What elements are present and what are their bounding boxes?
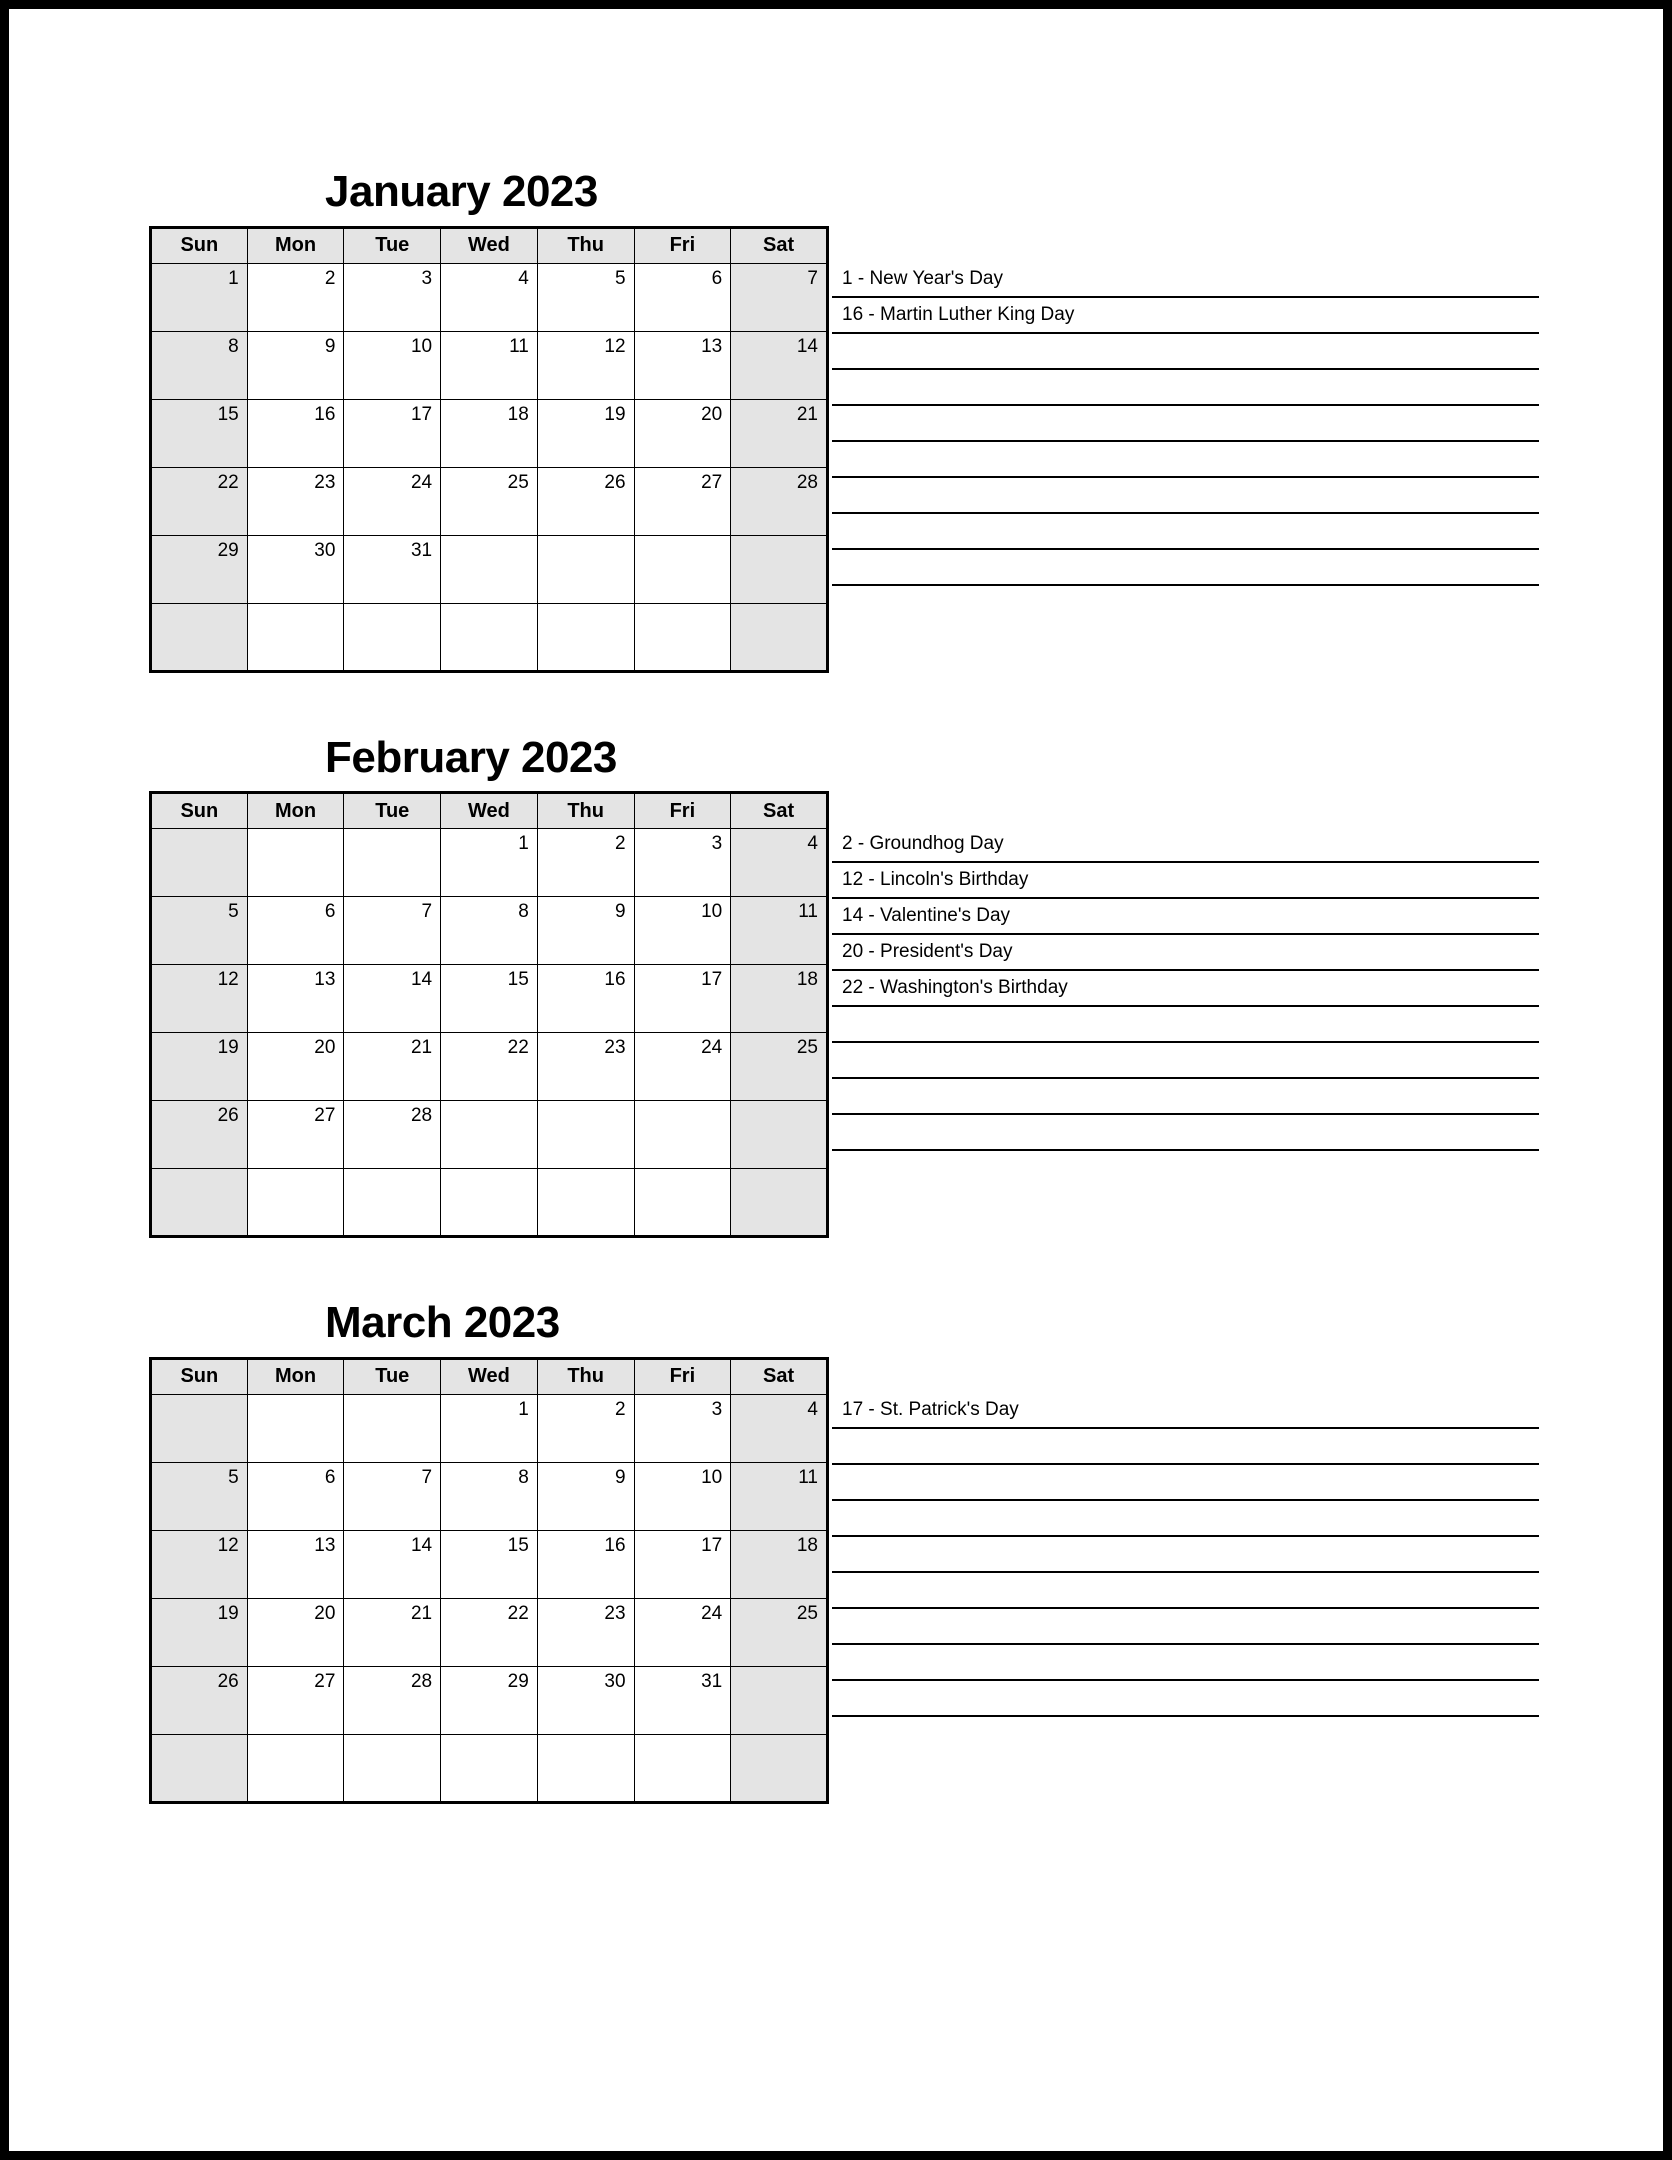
day-cell[interactable]: 7 (344, 897, 441, 965)
note-line[interactable] (832, 1645, 1539, 1681)
weekday-header-sat: Sat (731, 1358, 828, 1394)
weekday-header-thu: Thu (537, 793, 634, 829)
day-cell[interactable]: 24 (344, 467, 441, 535)
day-cell[interactable]: 14 (731, 331, 828, 399)
day-cell[interactable] (247, 1394, 344, 1462)
day-cell[interactable]: 6 (247, 897, 344, 965)
day-cell[interactable]: 4 (731, 1394, 828, 1462)
weekday-header-fri: Fri (634, 227, 731, 263)
day-cell[interactable] (634, 1169, 731, 1237)
day-cell[interactable]: 29 (441, 1666, 538, 1734)
day-cell[interactable]: 19 (537, 399, 634, 467)
day-cell[interactable] (344, 829, 441, 897)
day-cell[interactable]: 15 (441, 965, 538, 1033)
note-line[interactable] (832, 1501, 1539, 1537)
day-cell[interactable] (247, 1169, 344, 1237)
day-cell[interactable] (151, 1169, 248, 1237)
day-cell[interactable]: 1 (441, 829, 538, 897)
weekday-header-tue: Tue (344, 1358, 441, 1394)
calendar-week-row (151, 1734, 828, 1802)
calendar-week-row (151, 1462, 828, 1530)
day-cell[interactable]: 31 (634, 1666, 731, 1734)
day-cell[interactable]: 17 (634, 1530, 731, 1598)
weekday-header-thu: Thu (537, 227, 634, 263)
month-body (149, 791, 1539, 1238)
day-cell[interactable] (441, 1734, 538, 1802)
calendar-week-row (151, 897, 828, 965)
day-cell[interactable] (731, 1734, 828, 1802)
day-cell[interactable]: 13 (634, 331, 731, 399)
calendar-grid-january (149, 226, 829, 673)
day-cell[interactable]: 27 (634, 467, 731, 535)
day-cell[interactable]: 15 (441, 1530, 538, 1598)
month-block-january (149, 169, 1539, 673)
weekday-header-mon: Mon (247, 227, 344, 263)
note-line[interactable] (832, 334, 1539, 370)
weekday-header-tue: Tue (344, 793, 441, 829)
day-cell[interactable]: 21 (344, 1598, 441, 1666)
calendar-week-row (151, 965, 828, 1033)
day-cell[interactable]: 22 (441, 1033, 538, 1101)
calendar-week-row (151, 603, 828, 671)
day-cell[interactable]: 16 (247, 399, 344, 467)
day-cell[interactable]: 16 (537, 965, 634, 1033)
day-cell[interactable] (537, 535, 634, 603)
day-cell[interactable]: 5 (151, 897, 248, 965)
day-cell[interactable]: 12 (151, 1530, 248, 1598)
day-cell[interactable] (731, 1666, 828, 1734)
day-cell[interactable]: 11 (441, 331, 538, 399)
calendar-grid-february (149, 791, 829, 1238)
day-cell[interactable]: 5 (537, 263, 634, 331)
day-cell[interactable] (731, 1101, 828, 1169)
day-cell[interactable] (731, 535, 828, 603)
day-cell[interactable] (537, 1101, 634, 1169)
day-cell[interactable]: 24 (634, 1598, 731, 1666)
note-line[interactable]: 17 - St. Patrick's Day (832, 1393, 1539, 1429)
day-cell[interactable]: 26 (537, 467, 634, 535)
day-cell[interactable]: 7 (344, 1462, 441, 1530)
calendar-grid-march (149, 1357, 829, 1804)
day-cell[interactable]: 4 (731, 829, 828, 897)
note-line[interactable] (832, 1007, 1539, 1043)
calendar-week-row (151, 263, 828, 331)
weekday-header-sun: Sun (151, 227, 248, 263)
weekday-header-sun: Sun (151, 1358, 248, 1394)
day-cell[interactable]: 8 (441, 1462, 538, 1530)
day-cell[interactable]: 29 (151, 535, 248, 603)
day-cell[interactable]: 3 (634, 829, 731, 897)
day-cell[interactable]: 31 (344, 535, 441, 603)
day-cell[interactable]: 25 (731, 1598, 828, 1666)
notes-column-february (832, 791, 1539, 1151)
day-cell[interactable]: 18 (731, 1530, 828, 1598)
day-cell[interactable] (731, 603, 828, 671)
day-cell[interactable] (634, 535, 731, 603)
day-cell[interactable] (151, 829, 248, 897)
weekday-header-fri: Fri (634, 793, 731, 829)
weekday-header-wed: Wed (441, 1358, 538, 1394)
calendar-week-row (151, 1666, 828, 1734)
note-line[interactable] (832, 370, 1539, 406)
day-cell[interactable]: 5 (151, 1462, 248, 1530)
day-cell[interactable]: 19 (151, 1033, 248, 1101)
notes-column-march (832, 1357, 1539, 1717)
month-block-march (149, 1300, 1539, 1804)
day-cell[interactable]: 12 (537, 331, 634, 399)
day-cell[interactable] (537, 1169, 634, 1237)
note-line[interactable]: 16 - Martin Luther King Day (832, 298, 1539, 334)
day-cell[interactable]: 9 (537, 1462, 634, 1530)
weekday-header-fri: Fri (634, 1358, 731, 1394)
day-cell[interactable]: 23 (537, 1033, 634, 1101)
day-cell[interactable]: 30 (537, 1666, 634, 1734)
note-line[interactable] (832, 406, 1539, 442)
day-cell[interactable]: 15 (151, 399, 248, 467)
day-cell[interactable]: 24 (634, 1033, 731, 1101)
weekday-header-sat: Sat (731, 793, 828, 829)
note-line[interactable]: 20 - President's Day (832, 935, 1539, 971)
calendar-week-row (151, 399, 828, 467)
note-line[interactable] (832, 1573, 1539, 1609)
calendar-week-row (151, 1394, 828, 1462)
weekday-header-row (151, 227, 828, 263)
day-cell[interactable]: 8 (151, 331, 248, 399)
day-cell[interactable]: 23 (537, 1598, 634, 1666)
weekday-header-row (151, 793, 828, 829)
day-cell[interactable]: 12 (151, 965, 248, 1033)
month-body (149, 1357, 1539, 1804)
notes-column-january (832, 226, 1539, 586)
day-cell[interactable] (247, 829, 344, 897)
note-line[interactable] (832, 1681, 1539, 1717)
day-cell[interactable]: 23 (247, 467, 344, 535)
calendar-week-row (151, 535, 828, 603)
day-cell[interactable] (151, 603, 248, 671)
day-cell[interactable]: 7 (731, 263, 828, 331)
calendar-week-row (151, 1033, 828, 1101)
note-line[interactable] (832, 1115, 1539, 1151)
day-cell[interactable] (441, 1101, 538, 1169)
note-line[interactable] (832, 442, 1539, 478)
day-cell[interactable]: 22 (441, 1598, 538, 1666)
day-cell[interactable]: 2 (537, 1394, 634, 1462)
note-line[interactable] (832, 1429, 1539, 1465)
day-cell[interactable]: 8 (441, 897, 538, 965)
note-line[interactable] (832, 1043, 1539, 1079)
calendar-week-row (151, 467, 828, 535)
day-cell[interactable] (634, 1734, 731, 1802)
day-cell[interactable]: 20 (634, 399, 731, 467)
weekday-header-mon: Mon (247, 1358, 344, 1394)
weekday-header-sun: Sun (151, 793, 248, 829)
note-line[interactable] (832, 1609, 1539, 1645)
day-cell[interactable] (537, 1734, 634, 1802)
day-cell[interactable]: 18 (441, 399, 538, 467)
day-cell[interactable]: 1 (151, 263, 248, 331)
day-cell[interactable]: 20 (247, 1033, 344, 1101)
day-cell[interactable]: 14 (344, 1530, 441, 1598)
weekday-header-sat: Sat (731, 227, 828, 263)
day-cell[interactable]: 28 (344, 1666, 441, 1734)
day-cell[interactable]: 26 (151, 1666, 248, 1734)
note-line[interactable] (832, 1537, 1539, 1573)
day-cell[interactable] (344, 603, 441, 671)
note-line[interactable]: 1 - New Year's Day (832, 262, 1539, 298)
note-line[interactable]: 2 - Groundhog Day (832, 827, 1539, 863)
day-cell[interactable] (151, 1734, 248, 1802)
day-cell[interactable]: 10 (344, 331, 441, 399)
day-cell[interactable]: 20 (247, 1598, 344, 1666)
day-cell[interactable]: 13 (247, 1530, 344, 1598)
note-line[interactable] (832, 1465, 1539, 1501)
day-cell[interactable]: 9 (537, 897, 634, 965)
day-cell[interactable]: 27 (247, 1101, 344, 1169)
day-cell[interactable]: 3 (634, 1394, 731, 1462)
calendar-sheet (149, 169, 1539, 1866)
day-cell[interactable] (441, 603, 538, 671)
note-line[interactable] (832, 550, 1539, 586)
day-cell[interactable]: 28 (731, 467, 828, 535)
day-cell[interactable] (151, 1394, 248, 1462)
day-cell[interactable]: 6 (634, 263, 731, 331)
weekday-header-mon: Mon (247, 793, 344, 829)
day-cell[interactable]: 30 (247, 535, 344, 603)
calendar-week-row (151, 1169, 828, 1237)
day-cell[interactable]: 17 (344, 399, 441, 467)
day-cell[interactable]: 11 (731, 897, 828, 965)
calendar-week-row (151, 829, 828, 897)
day-cell[interactable]: 3 (344, 263, 441, 331)
day-cell[interactable]: 22 (151, 467, 248, 535)
day-cell[interactable]: 6 (247, 1462, 344, 1530)
calendar-week-row (151, 1598, 828, 1666)
weekday-header-wed: Wed (441, 793, 538, 829)
note-line[interactable] (832, 478, 1539, 514)
day-cell[interactable] (441, 1169, 538, 1237)
note-line[interactable] (832, 1079, 1539, 1115)
day-cell[interactable]: 1 (441, 1394, 538, 1462)
day-cell[interactable] (344, 1169, 441, 1237)
note-line[interactable]: 22 - Washington's Birthday (832, 971, 1539, 1007)
day-cell[interactable] (441, 535, 538, 603)
day-cell[interactable]: 2 (537, 829, 634, 897)
day-cell[interactable]: 16 (537, 1530, 634, 1598)
day-cell[interactable]: 10 (634, 897, 731, 965)
day-cell[interactable]: 17 (634, 965, 731, 1033)
day-cell[interactable] (537, 603, 634, 671)
day-cell[interactable]: 26 (151, 1101, 248, 1169)
day-cell[interactable] (247, 1734, 344, 1802)
calendar-week-row (151, 331, 828, 399)
weekday-header-thu: Thu (537, 1358, 634, 1394)
day-cell[interactable] (344, 1394, 441, 1462)
day-cell[interactable]: 14 (344, 965, 441, 1033)
day-cell[interactable]: 9 (247, 331, 344, 399)
day-cell[interactable]: 27 (247, 1666, 344, 1734)
day-cell[interactable]: 13 (247, 965, 344, 1033)
month-body (149, 226, 1539, 673)
calendar-week-row (151, 1101, 828, 1169)
day-cell[interactable]: 10 (634, 1462, 731, 1530)
weekday-header-row (151, 1358, 828, 1394)
day-cell[interactable] (247, 603, 344, 671)
day-cell[interactable]: 18 (731, 965, 828, 1033)
month-title: January 2023 (325, 167, 598, 216)
day-cell[interactable]: 4 (441, 263, 538, 331)
day-cell[interactable]: 28 (344, 1101, 441, 1169)
day-cell[interactable]: 2 (247, 263, 344, 331)
day-cell[interactable]: 25 (731, 1033, 828, 1101)
day-cell[interactable] (344, 1734, 441, 1802)
day-cell[interactable]: 21 (344, 1033, 441, 1101)
day-cell[interactable]: 21 (731, 399, 828, 467)
note-line[interactable] (832, 514, 1539, 550)
day-cell[interactable]: 25 (441, 467, 538, 535)
day-cell[interactable]: 19 (151, 1598, 248, 1666)
month-block-february (149, 732, 1539, 1239)
note-line[interactable]: 12 - Lincoln's Birthday (832, 863, 1539, 899)
weekday-header-wed: Wed (441, 227, 538, 263)
day-cell[interactable] (731, 1169, 828, 1237)
day-cell[interactable]: 11 (731, 1462, 828, 1530)
month-title: February 2023 (325, 732, 617, 782)
day-cell[interactable] (634, 603, 731, 671)
note-line[interactable]: 14 - Valentine's Day (832, 899, 1539, 935)
month-title: March 2023 (325, 1298, 560, 1348)
day-cell[interactable] (634, 1101, 731, 1169)
calendar-week-row (151, 1530, 828, 1598)
weekday-header-tue: Tue (344, 227, 441, 263)
